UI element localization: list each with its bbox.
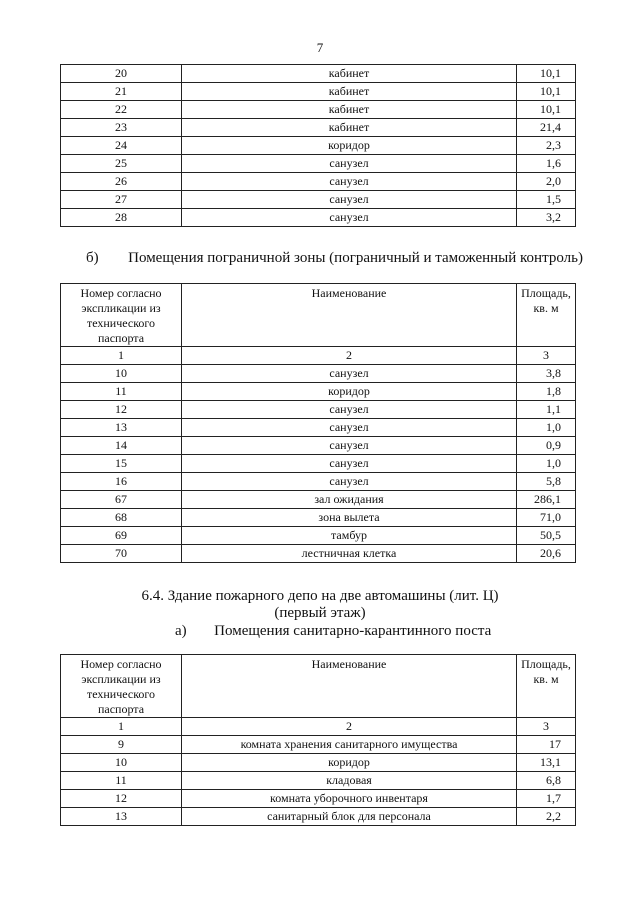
room-number: 67 bbox=[61, 491, 182, 509]
room-name: санузел bbox=[182, 209, 517, 227]
room-name: санузел bbox=[182, 437, 517, 455]
table-room-areas-continued bbox=[60, 64, 576, 227]
room-number: 11 bbox=[61, 772, 182, 790]
table-row bbox=[61, 101, 576, 119]
room-name: тамбур bbox=[182, 527, 517, 545]
room-name: кабинет bbox=[182, 83, 517, 101]
room-number: 13 bbox=[61, 808, 182, 826]
room-name: зона вылета bbox=[182, 509, 517, 527]
header-number: Номер согласно экспликации из технического паспорта bbox=[61, 284, 182, 347]
table-row bbox=[61, 790, 576, 808]
room-name: санузел bbox=[182, 401, 517, 419]
room-number: 22 bbox=[61, 101, 182, 119]
room-name: санузел bbox=[182, 473, 517, 491]
room-area: 6,8 bbox=[517, 772, 576, 790]
room-number: 23 bbox=[61, 119, 182, 137]
header-name: Наименование bbox=[182, 284, 517, 347]
room-area: 3,8 bbox=[517, 365, 576, 383]
room-name: зал ожидания bbox=[182, 491, 517, 509]
room-name: санитарный блок для персонала bbox=[182, 808, 517, 826]
table-row bbox=[61, 491, 576, 509]
index-col-3: 3 bbox=[517, 347, 576, 365]
table-row bbox=[61, 808, 576, 826]
table-row bbox=[61, 527, 576, 545]
table-row bbox=[61, 419, 576, 437]
table-row bbox=[61, 401, 576, 419]
index-col-2: 2 bbox=[182, 718, 517, 736]
room-number: 10 bbox=[61, 754, 182, 772]
room-name: комната уборочного инвентаря bbox=[182, 790, 517, 808]
index-col-1: 1 bbox=[61, 347, 182, 365]
room-area: 1,0 bbox=[517, 419, 576, 437]
section-a-subtitle: Помещения санитарно-карантинного поста bbox=[214, 623, 492, 639]
room-number: 24 bbox=[61, 137, 182, 155]
table-row bbox=[61, 437, 576, 455]
table-row bbox=[61, 155, 576, 173]
table-row bbox=[61, 191, 576, 209]
room-name: коридор bbox=[182, 137, 517, 155]
index-col-2: 2 bbox=[182, 347, 517, 365]
room-number: 12 bbox=[61, 790, 182, 808]
table-row bbox=[61, 509, 576, 527]
table-header-row bbox=[61, 284, 576, 347]
room-area: 2,0 bbox=[517, 173, 576, 191]
room-area: 286,1 bbox=[517, 491, 576, 509]
room-area: 10,1 bbox=[517, 83, 576, 101]
header-name: Наименование bbox=[182, 655, 517, 718]
table-index-row bbox=[61, 347, 576, 365]
room-number: 70 bbox=[61, 545, 182, 563]
room-number: 11 bbox=[61, 383, 182, 401]
table-row bbox=[61, 65, 576, 83]
room-area: 1,5 bbox=[517, 191, 576, 209]
table-index-row bbox=[61, 718, 576, 736]
room-number: 13 bbox=[61, 419, 182, 437]
section-64-title: 6.4. Здание пожарного депо на две автомашины (лит. Ц) bbox=[141, 588, 499, 604]
room-number: 28 bbox=[61, 209, 182, 227]
room-area: 10,1 bbox=[517, 101, 576, 119]
room-area: 1,0 bbox=[517, 455, 576, 473]
room-area: 1,8 bbox=[517, 383, 576, 401]
table-row bbox=[61, 83, 576, 101]
table-row bbox=[61, 455, 576, 473]
table-row bbox=[61, 119, 576, 137]
room-name: лестничная клетка bbox=[182, 545, 517, 563]
section-b-marker: б) bbox=[86, 250, 99, 266]
table-border-zone bbox=[60, 283, 576, 563]
header-area: Площадь, кв. м bbox=[517, 284, 576, 347]
room-name: комната хранения санитарного имущества bbox=[182, 736, 517, 754]
table-row bbox=[61, 754, 576, 772]
section-b-heading bbox=[86, 250, 583, 267]
room-name: кабинет bbox=[182, 119, 517, 137]
room-area: 2,2 bbox=[517, 808, 576, 826]
room-name: коридор bbox=[182, 754, 517, 772]
table-row bbox=[61, 365, 576, 383]
room-area: 3,2 bbox=[517, 209, 576, 227]
room-area: 1,1 bbox=[517, 401, 576, 419]
room-area: 1,6 bbox=[517, 155, 576, 173]
room-number: 16 bbox=[61, 473, 182, 491]
table-body bbox=[61, 736, 576, 826]
room-area: 0,9 bbox=[517, 437, 576, 455]
table-row bbox=[61, 209, 576, 227]
room-number: 12 bbox=[61, 401, 182, 419]
table-row bbox=[61, 772, 576, 790]
room-number: 9 bbox=[61, 736, 182, 754]
room-number: 26 bbox=[61, 173, 182, 191]
index-col-3: 3 bbox=[517, 718, 576, 736]
room-name: санузел bbox=[182, 455, 517, 473]
table-row bbox=[61, 137, 576, 155]
room-name: санузел bbox=[182, 155, 517, 173]
room-name: санузел bbox=[182, 173, 517, 191]
table-row bbox=[61, 173, 576, 191]
room-name: санузел bbox=[182, 191, 517, 209]
section-a-marker: а) bbox=[175, 623, 187, 639]
room-name: кабинет bbox=[182, 101, 517, 119]
room-number: 25 bbox=[61, 155, 182, 173]
room-number: 10 bbox=[61, 365, 182, 383]
room-number: 69 bbox=[61, 527, 182, 545]
room-area: 10,1 bbox=[517, 65, 576, 83]
room-name: коридор bbox=[182, 383, 517, 401]
room-area: 1,7 bbox=[517, 790, 576, 808]
section-a-heading bbox=[175, 623, 491, 640]
table-row bbox=[61, 736, 576, 754]
table-header-row bbox=[61, 655, 576, 718]
room-name: санузел bbox=[182, 365, 517, 383]
section-b-title: Помещения пограничной зоны (пограничный и таможенный контроль) bbox=[128, 250, 583, 266]
table-body bbox=[61, 65, 576, 227]
section-64-floor: (первый этаж) bbox=[274, 605, 366, 621]
table-row bbox=[61, 545, 576, 563]
room-area: 21,4 bbox=[517, 119, 576, 137]
room-number: 68 bbox=[61, 509, 182, 527]
room-number: 15 bbox=[61, 455, 182, 473]
room-name: кладовая bbox=[182, 772, 517, 790]
room-area: 50,5 bbox=[517, 527, 576, 545]
room-area: 17 bbox=[517, 736, 576, 754]
room-number: 14 bbox=[61, 437, 182, 455]
room-area: 13,1 bbox=[517, 754, 576, 772]
room-area: 5,8 bbox=[517, 473, 576, 491]
header-number: Номер согласно экспликации из технического паспорта bbox=[61, 655, 182, 718]
table-row bbox=[61, 383, 576, 401]
index-col-1: 1 bbox=[61, 718, 182, 736]
room-number: 21 bbox=[61, 83, 182, 101]
room-area: 20,6 bbox=[517, 545, 576, 563]
room-name: санузел bbox=[182, 419, 517, 437]
room-area: 71,0 bbox=[517, 509, 576, 527]
room-area: 2,3 bbox=[517, 137, 576, 155]
header-area: Площадь, кв. м bbox=[517, 655, 576, 718]
room-number: 20 bbox=[61, 65, 182, 83]
page-number: 7 bbox=[316, 40, 324, 55]
room-name: кабинет bbox=[182, 65, 517, 83]
room-number: 27 bbox=[61, 191, 182, 209]
table-row bbox=[61, 473, 576, 491]
table-body bbox=[61, 365, 576, 563]
table-sanitary-post bbox=[60, 654, 576, 826]
